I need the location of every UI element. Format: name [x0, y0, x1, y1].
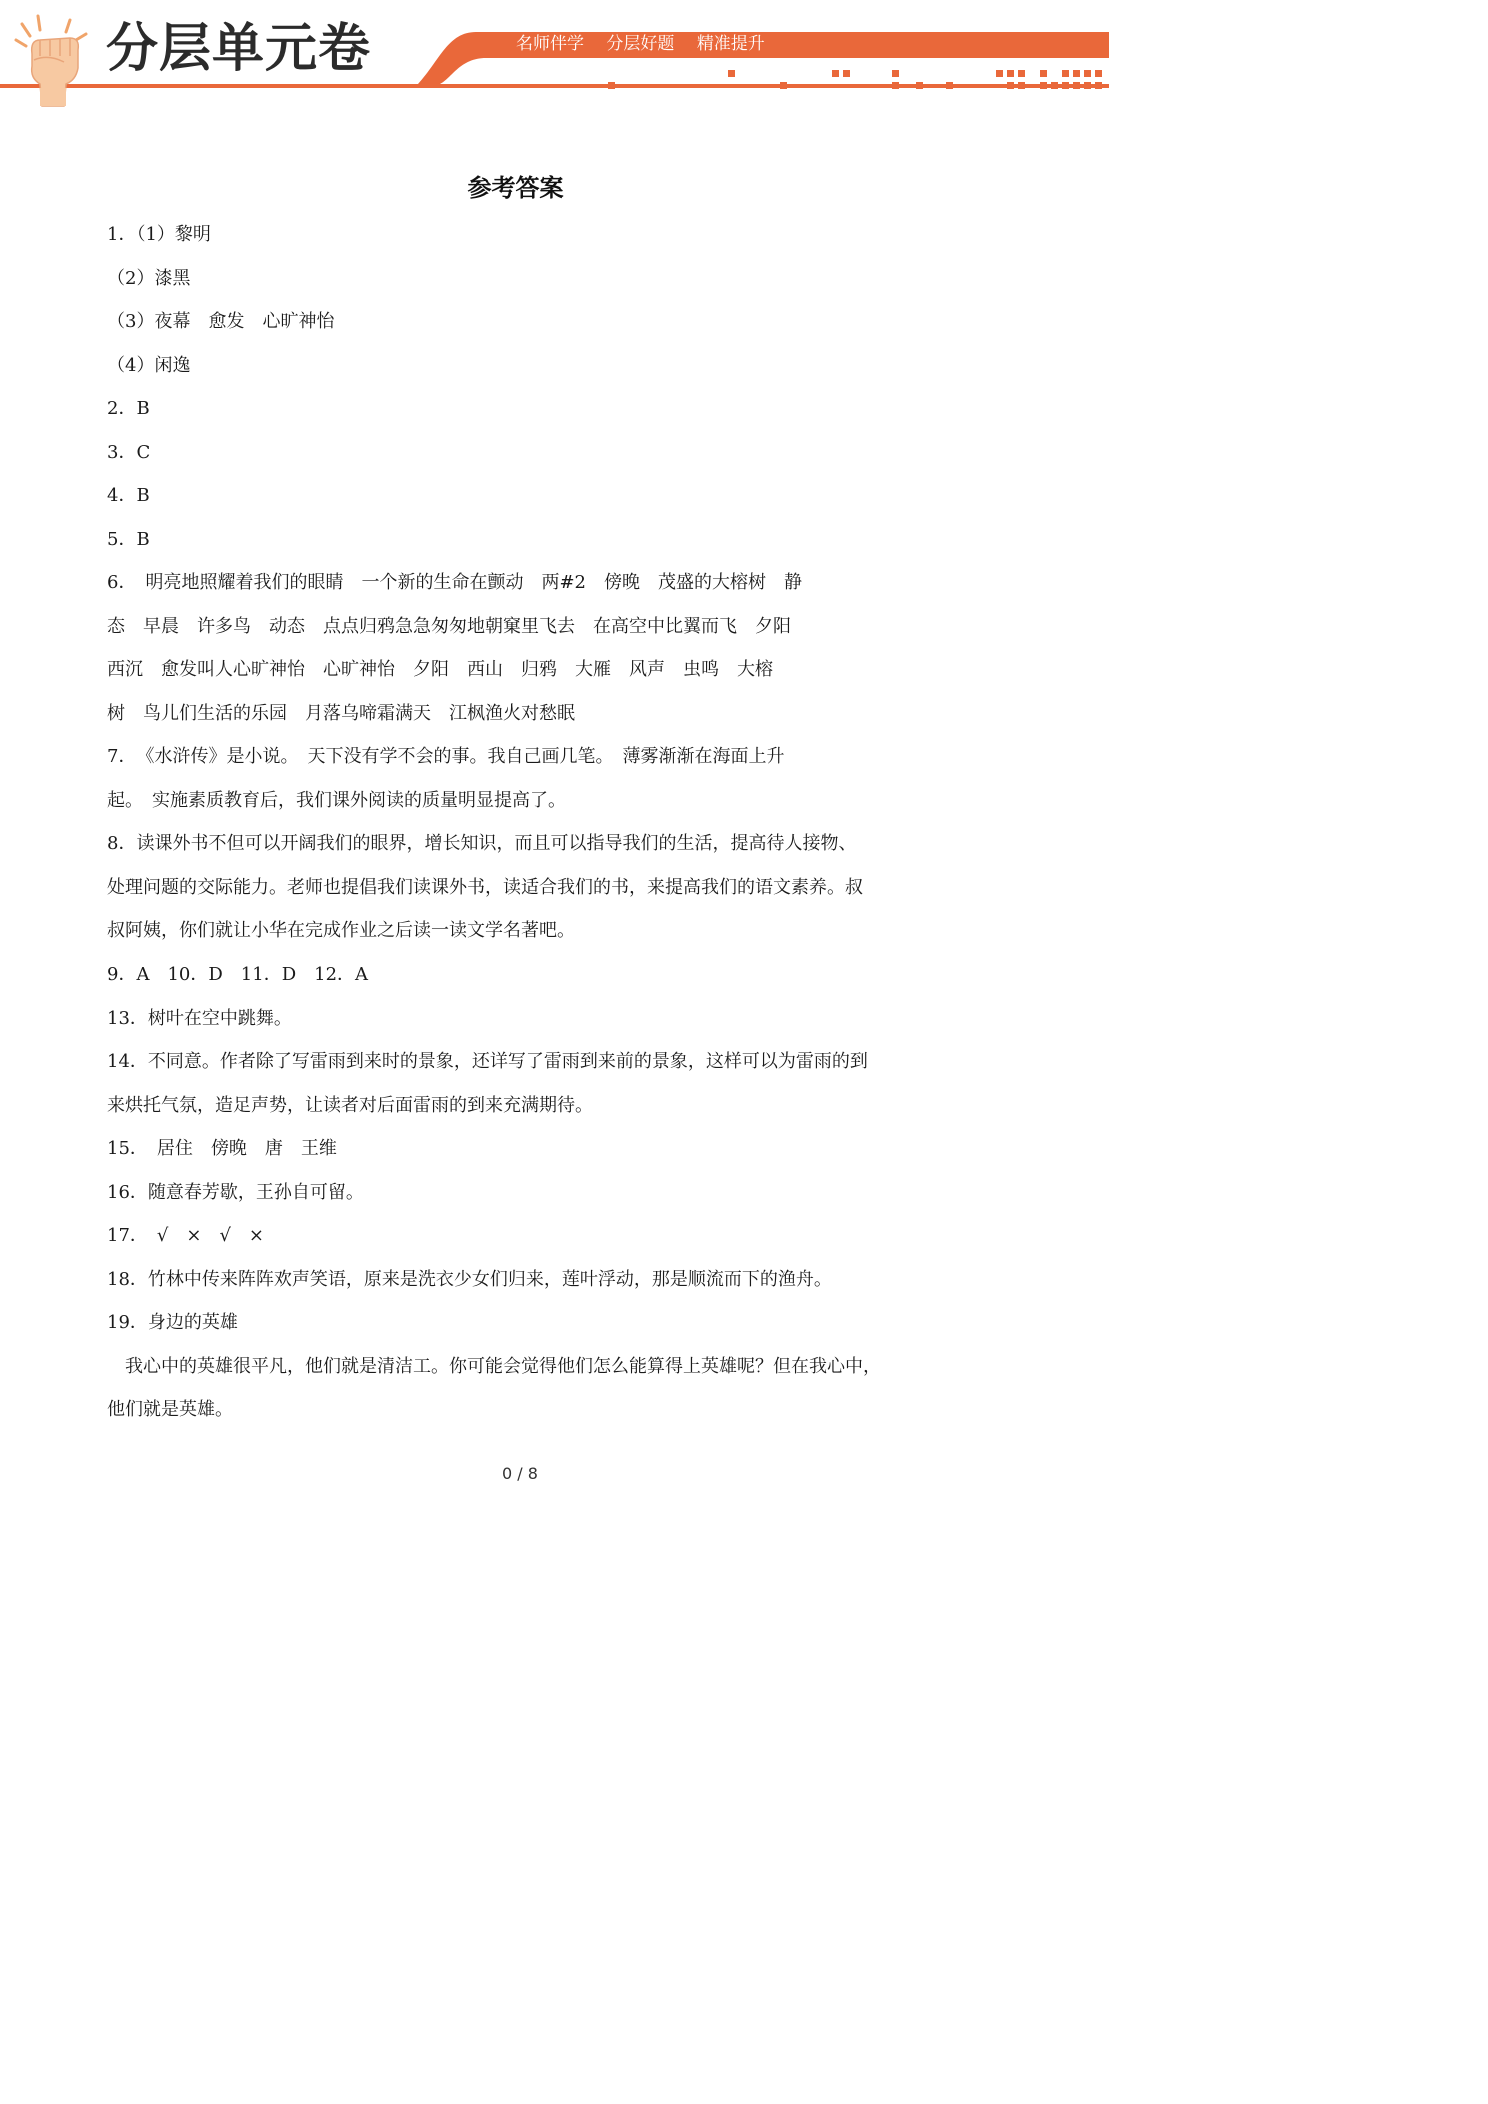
answer-line: 7． 《水浒传》是小说。 天下没有学不会的事。我自己画几笔。 薄雾渐渐在海面上升	[107, 746, 785, 767]
answer-line: 来烘托气氛，造足声势，让读者对后面雷雨的到来充满期待。	[107, 1095, 593, 1116]
answer-line: 16．随意春芳歇，王孙自可留。	[107, 1182, 364, 1203]
answer-line: 19．身边的英雄	[107, 1312, 238, 1333]
answer-line: 西沉 愈发叫人心旷神怡 心旷神怡 夕阳 西山 归鸦 大雁 风声 虫鸣 大榕	[107, 659, 773, 680]
answer-line: 13．树叶在空中跳舞。	[107, 1008, 292, 1029]
answer-line: 起。 实施素质教育后，我们课外阅读的质量明显提高了。	[107, 790, 566, 811]
answer-line: 4．B	[107, 485, 150, 506]
answer-line: 态 早晨 许多鸟 动态 点点归鸦急急匆匆地朝窠里飞去 在高空中比翼而飞 夕阳	[107, 616, 791, 637]
answer-line: 1．（1）黎明	[107, 224, 211, 245]
answer-line: 15． 居住 傍晚 唐 王维	[107, 1138, 337, 1159]
page-header	[0, 0, 1109, 110]
raised-fist-icon	[8, 10, 98, 110]
answer-line: 2．B	[107, 398, 150, 419]
header-title: 分层单元卷	[106, 19, 372, 79]
answer-line: 9．A 10．D 11．D 12．A	[107, 964, 369, 985]
answer-line: （3）夜幕 愈发 心旷神怡	[107, 311, 335, 332]
answer-line: 14．不同意。作者除了写雷雨到来时的景象，还详写了雷雨到来前的景象，这样可以为雷雨的到	[107, 1051, 868, 1072]
document-title: 参考答案	[467, 174, 564, 202]
answer-line: （4）闲逸	[107, 355, 191, 376]
answer-line: 处理问题的交际能力。老师也提倡我们读课外书，读适合我们的书，来提高我们的语文素养。叔	[107, 877, 863, 898]
answer-line: 17． √ × √ ×	[107, 1225, 265, 1246]
answer-line: 他们就是英雄。	[107, 1399, 233, 1420]
answer-line: 8．读课外书不但可以开阔我们的眼界，增长知识，而且可以指导我们的生活，提高待人接物、	[107, 833, 857, 854]
slogan-item: 精准提升	[696, 34, 765, 54]
header-slogan	[516, 32, 782, 56]
answer-line: 3．C	[107, 442, 151, 463]
answer-line: 树 鸟儿们生活的乐园 月落乌啼霜满天 江枫渔火对愁眠	[107, 703, 575, 724]
page-number: 0 / 8	[502, 1464, 538, 1483]
answer-line: （2）漆黑	[107, 268, 191, 289]
answer-line: 5．B	[107, 529, 150, 550]
answer-line: 叔阿姨，你们就让小华在完成作业之后读一读文学名著吧。	[107, 920, 575, 941]
answer-line: 18．竹林中传来阵阵欢声笑语，原来是洗衣少女们归来，莲叶浮动，那是顺流而下的渔舟。	[107, 1269, 832, 1290]
slogan-item: 名师伴学	[516, 34, 584, 54]
answer-line: 我心中的英雄很平凡，他们就是清洁工。你可能会觉得他们怎么能算得上英雄呢？但在我心中，	[107, 1356, 881, 1377]
slogan-item: 分层好题	[606, 34, 675, 54]
answer-line: 6． 明亮地照耀着我们的眼睛 一个新的生命在颤动 两#2 傍晚 茂盛的大榕树 静	[107, 572, 802, 593]
